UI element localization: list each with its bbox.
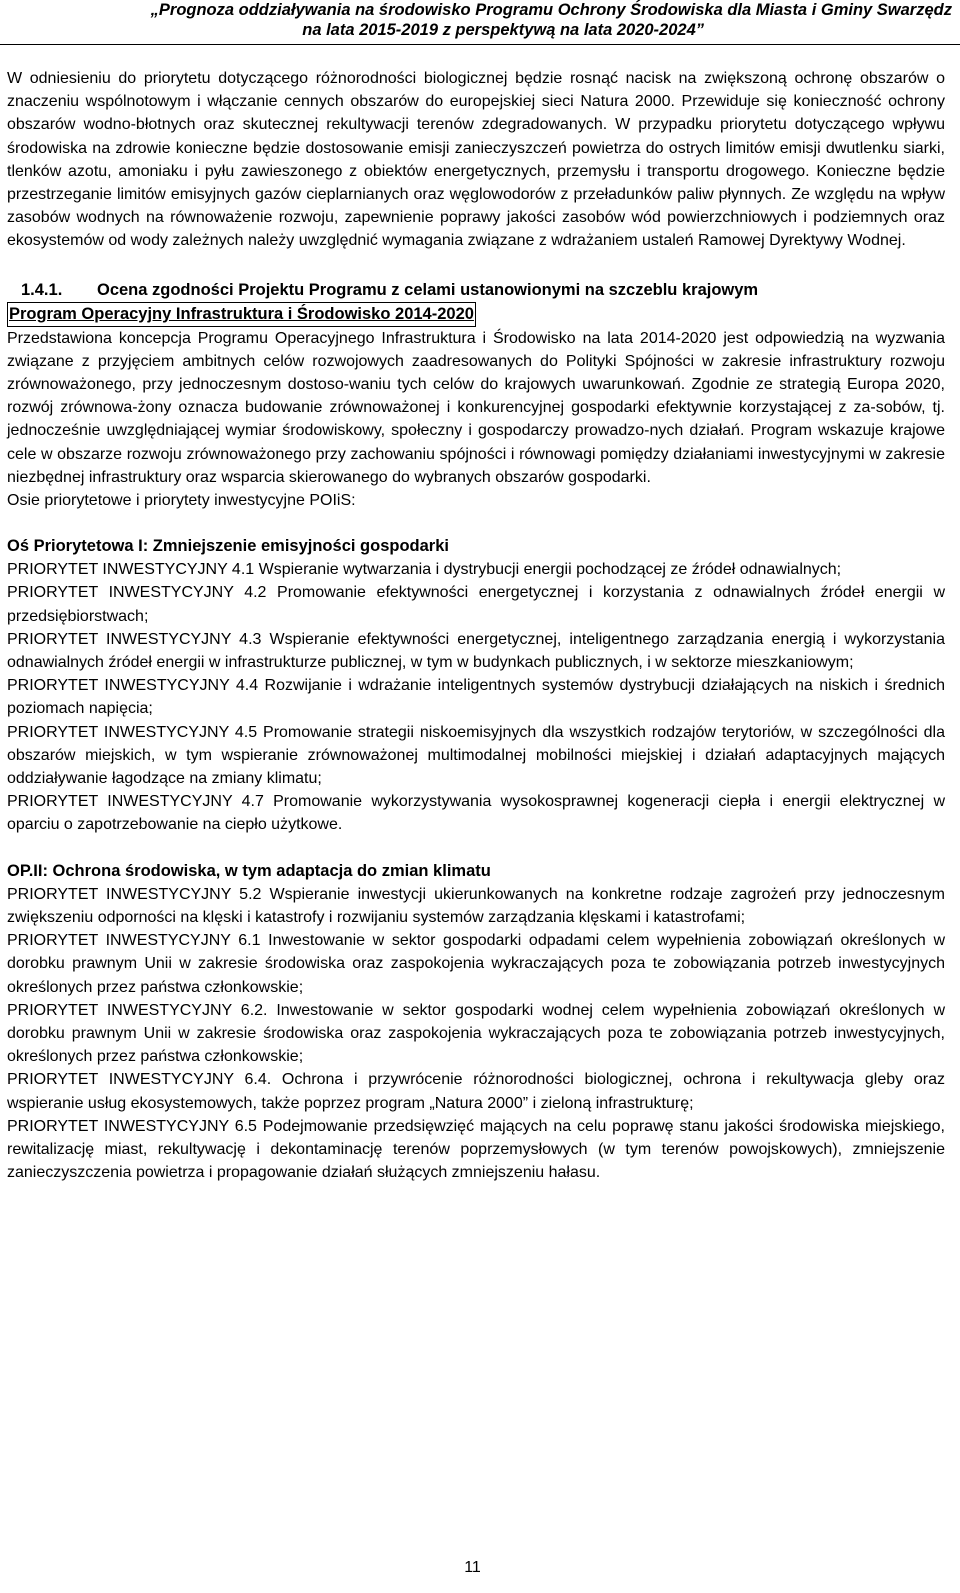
priority-item: PRIORYTET INWESTYCYJNY 4.2 Promowanie efektywności energetycznej i korzystania z odnawialnych źródeł energii w przedsiębiorstwach;: [7, 584, 945, 625]
priority-item: PRIORYTET INWESTYCYJNY 5.2 Wspieranie inwestycji ukierunkowanych na konkretne rodzaje zagrożeń przy jednoczesnym zwiększeniu odporności na klęski i katastrofy i rozwijaniu systemów zarządzania klęskami i katastrofami;: [7, 885, 945, 926]
intro-paragraph: W odniesieniu do priorytetu dotyczącego różnorodności biologicznej będzie rosnąć nacisk na zwiększoną ochronę obszarów o znaczeniu wspólnotowym i włączanie cennych obszarów do europejskiej sieci Natura 2000. Przewiduje się konieczność ochrony obszarów wodno-błotnych oraz skutecznej rekultywacji terenów zdegradowanych. W przypadku priorytetu dotyczącego wpływu środowiska na zdrowie konieczne będzie dostosowanie emisji zanieczyszczeń powietrza do ostrych limitów emisji dwutlenku siarki, tlenków azotu, amoniaku i pyłu zawieszonego z obiektów energetycznych, przemysłu i transportu drogowego. Konieczne będzie przestrzeganie limitów emisyjnych gazów cieplarnianych oraz węglowodorów z przeładunków paliw płynnych. Ze względu na wpływ zasobów wodnych na równoważenie rozwoju, zapewnienie poprawy jakości zasobów wód powierzchniowych i podziemnych oraz ekosystemów od wody zależnych należy uwzględnić wymagania związane z wdrażaniem ustaleń Ramowej Dyrektywy Wodnej.: [7, 70, 945, 250]
axis1-title: Oś Priorytetowa I: Zmniejszenie emisyjności gospodarki: [7, 537, 449, 556]
priority-item: PRIORYTET INWESTYCYJNY 4.3 Wspieranie efektywności energetycznej, inteligentnego zarządzania energią i wykorzystania odnawialnych źródeł energii w infrastrukturze publicznej, w tym w budynkach publicznych, i w sektorze mieszkaniowym;: [7, 630, 945, 672]
priority-item: PRIORYTET INWESTYCYJNY 4.5 Promowanie strategii niskoemisyjnych dla wszystkich rodzajów terytoriów, w szczególności dla obszarów miejskich, w tym wspieranie zrównoważonej multimodalnej mobilności miejskiej i działań adaptacyjnych mających oddziaływanie łagodzące na zmiany klimatu;: [7, 723, 945, 788]
axis2-title: OP.II: Ochrona środowiska, w tym adaptacja do zmian klimatu: [7, 861, 491, 880]
priority-item: PRIORYTET INWESTYCYJNY 6.5 Podejmowanie przedsięwzięć mających na celu poprawę stanu jakości środowiska miejskiego, rewitalizację miast, rekultywację i dekontaminację terenów poprzemysłowych (w tym terenów powojskowych), zmniejszenie zanieczyszczenia powietrza i propagowanie działań służących zmniejszeniu hałasu.: [7, 1117, 945, 1182]
page-content: [7, 67, 945, 1184]
priority-item: PRIORYTET INWESTYCYJNY 4.1 Wspieranie wytwarzania i dystrybucji energii pochodzącej ze źródeł odnawialnych;: [7, 561, 842, 579]
program-title: Program Operacyjny Infrastruktura i Środowisko 2014-2020: [7, 302, 476, 327]
priority-item: PRIORYTET INWESTYCYJNY 4.4 Rozwijanie i wdrażanie inteligentnych systemów dystrybucji działających na niskich i średnich poziomach napięcia;: [7, 677, 945, 718]
header-line-1: „Prognoza oddziaływania na środowisko Programu Ochrony Środowiska dla Miasta i Gminy Swarzędz: [150, 1, 952, 19]
page-number: 11: [464, 1559, 481, 1576]
section-heading: [7, 279, 945, 302]
priority-item: PRIORYTET INWESTYCYJNY 6.4. Ochrona i przywrócenie różnorodności biologicznej, ochrona i rekultywacja gleby oraz wspieranie usług ekosystemowych, także poprzez program „Natura 2000” i zieloną infrastrukturę;: [7, 1071, 945, 1112]
priority-item: PRIORYTET INWESTYCYJNY 6.2. Inwestowanie w sektor gospodarki wodnej celem wypełnienia zobowiązań określonych w dorobku prawnym Unii w zakresie środowiska oraz zaspokojenia wykraczających poza te zobowiązania potrzeb inwestycyjnych, określonych przez państwa członkowskie;: [7, 1001, 945, 1066]
section-title: Ocena zgodności Projektu Programu z celami ustanowionymi na szczeblu krajowym: [97, 280, 759, 299]
program-paragraph: Przedstawiona koncepcja Programu Operacyjnego Infrastruktura i Środowisko na lata 2014-2020 jest odpowiedzią na wyzwania związane z przyjęciem ambitnych celów rozwojowych zaadresowanych do Polityki Spójności w zakresie infrastruktury rozwoju zrównoważonego, przy jednoczesnym dostoso-waniu tych celów do krajowych uwarunkowań. Zgodnie ze strategią Europa 2020, rozwój zrównowa-żony oznacza budowanie zrównoważonej i konkurencyjnej gospodarki efektywnie korzystającej z za-sobów, tj. jednocześnie uwzględniającej wymiar środowiskowy, społeczny i gospodarczy prowadzo-nych działań. Program wskazuje krajowe cele w obszarze rozwoju zrównoważonego przy zachowaniu spójności i równowagi pomiędzy działaniami inwestycyjnymi w zakresie niezbędnej infrastruktury oraz wsparcia skierowanego do wybranych obszarów gospodarki.: [7, 329, 945, 486]
header-line-2: na lata 2015-2019 z perspektywą na lata 2020-2024”: [302, 21, 704, 39]
axes-intro: Osie priorytetowe i priorytety inwestycyjne POIiS:: [7, 492, 356, 510]
section-number: 1.4.1.: [21, 280, 63, 299]
priority-item: PRIORYTET INWESTYCYJNY 4.7 Promowanie wykorzystywania wysokosprawnej kogeneracji ciepła i energii elektrycznej w oparciu o zapotrzebowanie na ciepło użytkowe.: [7, 793, 945, 834]
running-header: [0, 0, 960, 45]
priority-item: PRIORYTET INWESTYCYJNY 6.1 Inwestowanie w sektor gospodarki odpadami celem wypełnienia zobowiązań określonych w dorobku prawnym Unii w zakresie środowiska oraz zaspokojenia wykraczających poza te zobowiązania potrzeb inwestycyjnych określonych przez państwa członkowskie;: [7, 932, 945, 996]
